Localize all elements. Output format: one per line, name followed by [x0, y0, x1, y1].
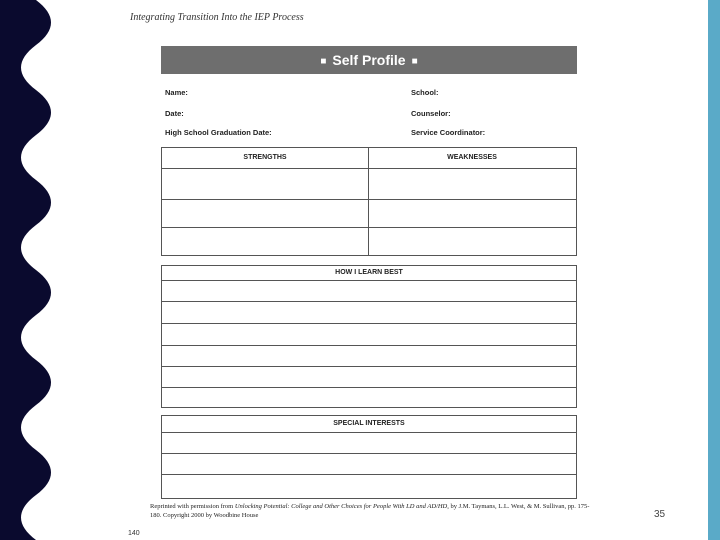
wave-decoration	[0, 0, 60, 540]
field-date: Date:	[165, 109, 184, 118]
writing-line	[162, 432, 576, 433]
field-school: School:	[411, 88, 439, 97]
writing-line	[162, 301, 576, 302]
title-bullet-right: ■	[411, 56, 418, 67]
permission-footer	[150, 502, 590, 520]
title-bar	[161, 46, 577, 74]
accent-bar	[708, 0, 720, 540]
table-rule	[162, 168, 576, 169]
special-interests-header: SPECIAL INTERESTS	[333, 420, 405, 427]
column-divider	[368, 148, 369, 255]
writing-line	[162, 453, 576, 454]
worksheet-scan	[120, 8, 594, 538]
slide-number: 35	[654, 509, 666, 520]
strengths-weaknesses-table	[161, 147, 577, 256]
document-header: Integrating Transition Into the IEP Process	[130, 12, 304, 23]
footer-prefix: Reprinted with permission from	[150, 503, 235, 510]
writing-line	[162, 345, 576, 346]
field-counselor: Counselor:	[411, 109, 451, 118]
writing-line	[162, 323, 576, 324]
table-rule	[162, 227, 576, 228]
table-rule	[162, 199, 576, 200]
footer-book-title: Unlocking Potential: College and Other Choices for People With LD and AD/HD,	[234, 503, 449, 510]
field-name: Name:	[165, 88, 188, 97]
weaknesses-header: WEAKNESSES	[447, 154, 497, 161]
learn-best-header: HOW I LEARN BEST	[335, 269, 403, 276]
writing-line	[162, 280, 576, 281]
strengths-header: STRENGTHS	[243, 154, 287, 161]
title-bullet-left: ■	[320, 56, 327, 67]
field-service-coordinator: Service Coordinator:	[411, 128, 486, 137]
writing-line	[162, 387, 576, 388]
writing-line	[162, 474, 576, 475]
worksheet-title: Self Profile	[332, 52, 406, 68]
special-interests-box	[161, 415, 577, 499]
writing-line	[162, 366, 576, 367]
document-page-number: 140	[128, 530, 140, 537]
learn-best-box	[161, 265, 577, 408]
field-graduation-date: High School Graduation Date:	[165, 128, 272, 137]
footer-suffix: by J.M. Taymans, L.L. West, & M. Sullivan, pp. 175-180. Copyright 2000 by Woodbine House	[150, 503, 590, 520]
